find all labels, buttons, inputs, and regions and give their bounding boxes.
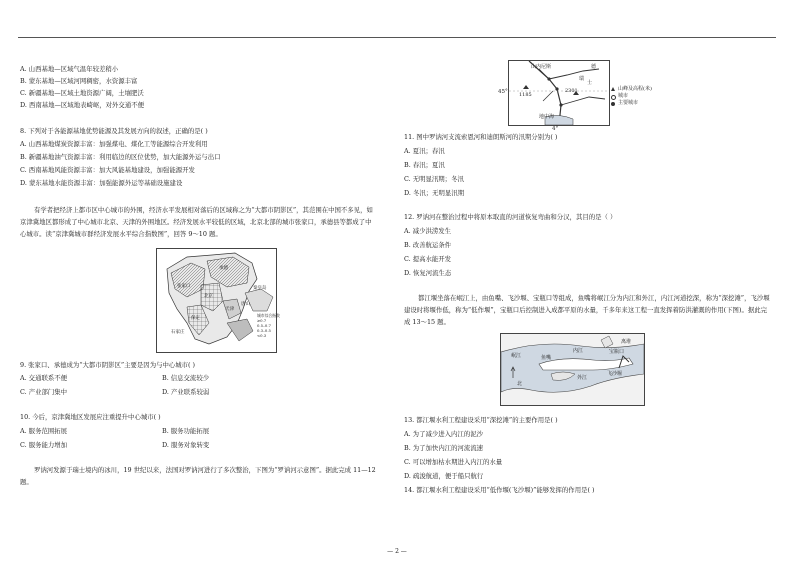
jjj-label-tangshan: 唐山	[241, 302, 250, 307]
q12-option-b: B. 改善航运条件	[404, 241, 452, 249]
q9-option-c: C. 产业部门集中	[20, 388, 68, 396]
q9-option-d: D. 产业联系较弱	[162, 388, 210, 396]
q9-option-b: B. 信息交流较少	[162, 374, 210, 382]
q8-option-c: C. 西南基地风能资源丰富：加大风能基地建设，加强能源开发	[20, 166, 195, 174]
rhone-label-sea: 地中海	[539, 114, 555, 120]
q7-option-d: D. 西南基地—区域地表崎岖，对外交通不便	[20, 101, 144, 109]
q14-stem: 14. 都江堰水利工程建设采用“低作堰(飞沙堰)”能够发挥的作用是( )	[404, 486, 595, 494]
passage-jjj: 有学者把经济上都市区中心城市的外围，经济水平发展相对落后的区域称之为“大都市阴影区”，其范围在中国不多见，如京津冀地区都形成了中心城市北京、天津的外围地区。经济发展水平较低的区域，北京北部的城市张家口，承德县等都成了中心城市。读“京津冀城市群经济发展水平综合指数图”，回答 9～10 题。	[20, 206, 373, 238]
q8-option-d: D. 蒙东基地水能资源丰富：加强能源外运等基础设施建设	[20, 179, 183, 187]
q13-option-c: C. 可以增加枯水期进入内江的水量	[404, 458, 503, 466]
q8-option-a: A. 山西基地煤炭资源丰富：加强煤电、煤化工等能源综合开发利用	[20, 140, 208, 148]
q10-option-b: B. 服务功能拓展	[162, 427, 210, 435]
q12-option-c: C. 提高水能开发	[404, 255, 452, 263]
rhone-map-figure	[508, 60, 610, 126]
rhone-legend-city: 城市	[611, 93, 652, 100]
djy-label-north: 北	[517, 381, 523, 387]
jjj-label-qinhuangdao: 秦皇岛	[253, 286, 267, 291]
rhone-lat-label: 45°	[498, 89, 508, 95]
major-city-icon	[611, 102, 615, 106]
jjj-label-shijiazhuang: 石家庄	[171, 330, 185, 335]
q11-option-c: C. 无明显汛期；冬汛	[404, 175, 464, 183]
rhone-lon-label: 4°	[552, 126, 559, 132]
rhone-label-de: 德	[591, 64, 597, 70]
page-number: — 2 —	[387, 548, 407, 555]
q10-stem: 10. 今后，京津冀地区发展应注重提升中心城市( )	[20, 413, 161, 421]
q12-option-d: D. 恢复河流生态	[404, 269, 452, 277]
dujiangyan-map-figure	[500, 333, 645, 406]
q7-option-a: A. 山西基地—区域气温年较差稍小	[20, 65, 119, 73]
jjj-label-zhangjiakou: 张家口	[177, 284, 191, 289]
q13-option-d: D. 疏浚航道，便于船只航行	[404, 472, 484, 480]
rhone-label-1185: 1185	[519, 92, 532, 98]
q10-option-a: A. 服务范围拓展	[20, 427, 68, 435]
q7-option-b: B. 蒙东基地—区域河网稠密，水资源丰富	[20, 77, 138, 85]
q11-stem: 11. 图中罗讷河支流索恩河和迪朗斯河的汛期分别为( )	[404, 133, 558, 141]
rhone-legend-major-city: 主要城市	[611, 100, 652, 107]
q8-stem: 8. 下列对于各能源基地优势能源及其发展方向的叙述，正确的是( )	[20, 127, 208, 135]
passage-rhone: 罗讷河发源于瑞士境内的冰川，19 世纪以来，法国对罗讷河进行了多次整治，下图为“罗讷河示意图”。据此完成 11—12 题。	[20, 466, 376, 486]
rhone-legend-peak: 山峰及高程(米)	[611, 86, 652, 93]
jjj-legend-item: 0.5–0.7	[257, 323, 271, 328]
q9-option-a: A. 交通联系不便	[20, 374, 68, 382]
q13-stem: 13. 都江堰水利工程建设采用“深挖滩”的主要作用是( )	[404, 416, 558, 424]
rhone-label-shi: 士	[587, 80, 593, 86]
rhone-label-2301: 2301	[565, 88, 578, 94]
q9-stem: 9. 张家口、承德成为“大都市阴影区”主要是因为与中心城市( )	[20, 361, 196, 369]
rhone-label-mountain: 山内尼斯	[531, 64, 552, 70]
djy-label-neijiang: 内江	[573, 348, 584, 354]
djy-label-waijiang: 外江	[577, 375, 588, 381]
passage-dujiangyan: 都江堰坐落在岷江上，由鱼嘴、飞沙堰、宝瓶口等组成，鱼嘴将岷江分为内江和外江，内江河道挖深，称为“深挖滩”，飞沙堰建设时将堰作低，称为“低作堰”，宝瓶口后控制进入成都平原的水量，千多年来这工程一直发挥着防洪灌溉的作用(下图)。据此完成 13～15 题。	[404, 294, 770, 326]
q13-option-a: A. 为了减少进入内江的泥沙	[404, 430, 483, 438]
djy-label-lidui: 离堆	[621, 339, 632, 345]
rhone-label-rui: 瑞	[579, 76, 585, 82]
jjj-legend-item: ≥0.7	[257, 318, 267, 323]
jjj-label-tianjin: 天津	[225, 307, 234, 312]
q13-option-b: B. 为了加快内江的河流流速	[404, 444, 484, 452]
q10-option-c: C. 服务能力增加	[20, 441, 68, 449]
jjj-legend-item: <0.3	[257, 333, 267, 338]
djy-label-yuzui: 鱼嘴	[541, 355, 552, 361]
djy-label-baopingkou: 宝瓶口	[609, 349, 625, 355]
q11-option-d: D. 冬汛；无明显汛期	[404, 189, 465, 197]
q7-option-c: C. 新疆基地—区域土地资源广阔，土壤肥沃	[20, 89, 144, 97]
rhone-legend	[611, 86, 652, 107]
jjj-label-chengde: 承德	[219, 266, 228, 271]
peak-icon	[611, 87, 615, 91]
header-rule	[18, 37, 776, 38]
djy-label-feishayan: 飞沙堰	[607, 371, 623, 377]
q11-option-b: B. 春汛；夏汛	[404, 161, 445, 169]
jjj-label-beijing: 北京	[204, 294, 213, 299]
q12-stem: 12. 罗讷河在整治过程中将原本取直的河道恢复弯曲和分汉，其目的是（ ）	[404, 213, 617, 221]
jjj-legend-item: 0.3–0.5	[257, 328, 271, 333]
jjj-map-figure	[156, 248, 280, 353]
jjj-label-baoding: 保定	[191, 316, 200, 321]
jjj-legend	[257, 313, 280, 338]
q12-option-a: A. 减少洪涝发生	[404, 227, 452, 235]
q10-option-d: D. 服务对象转变	[162, 441, 210, 449]
q8-option-b: B. 新疆基地油气资源丰富：利用临边的区位优势，加大能源外运与出口	[20, 153, 221, 161]
jjj-legend-title: 城市综合指数	[257, 313, 280, 318]
djy-label-minjiang: 岷江	[511, 353, 522, 359]
q11-option-a: A. 夏汛；春汛	[404, 147, 445, 155]
